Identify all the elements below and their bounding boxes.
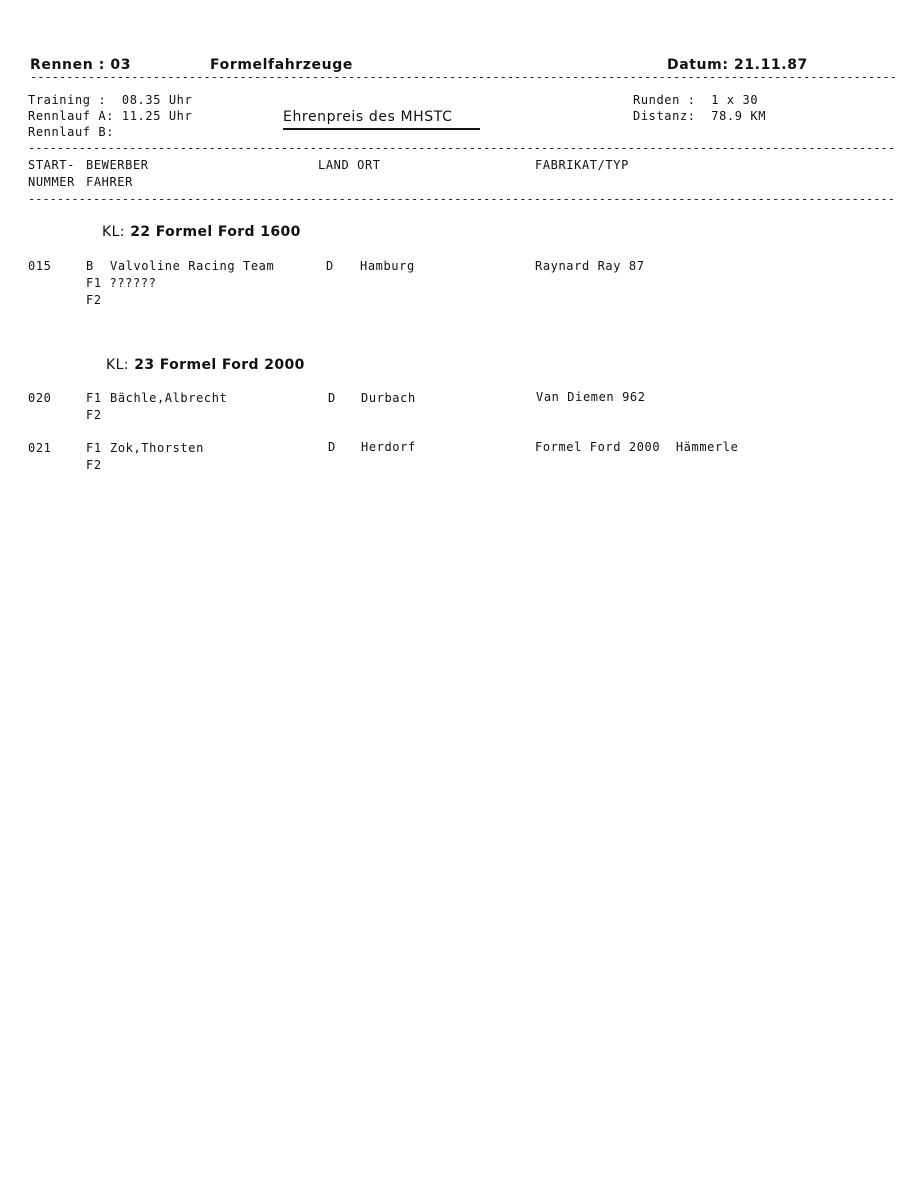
entry-name: Zok,Thorsten [110,441,204,455]
entry-number: 021 [28,441,52,455]
col-make-type: FABRIKAT/TYP [535,158,629,172]
prize-title: Ehrenpreis des MHSTC [283,109,453,125]
training-time: Training : 08.35 Uhr [28,93,193,107]
entry-name: Bächle,Albrecht [110,391,228,405]
entry-make: Raynard Ray 87 [535,259,645,273]
class-title: 23 Formel Ford 2000 [134,357,305,373]
entry-role: F1 [86,391,102,405]
run-a-time: Rennlauf A: 11.25 Uhr [28,109,193,123]
divider-top: ------------------------------------------------------------------------------------------------------------------------ [30,70,897,84]
class-kl-label: KL: [106,357,129,373]
entry-make: Formel Ford 2000 Hämmerle [535,440,739,454]
distance-info: Distanz: 78.9 KM [633,109,767,123]
entry-sub-line: F2 [86,408,102,422]
col-driver: FAHRER [86,175,133,189]
entry-city: Hamburg [360,259,415,273]
entry-sub-line: F1 ?????? [86,276,157,290]
col-country-city: LAND ORT [318,158,381,172]
race-number: Rennen : 03 [30,57,132,73]
divider-schedule: ------------------------------------------------------------------------------------------------------------------------ [28,141,895,155]
class-title: 22 Formel Ford 1600 [130,224,301,240]
entry-make: Van Diemen 962 [536,390,646,404]
col-start-number: START- [28,158,75,172]
entry-number: 015 [28,259,52,273]
entry-country: D [328,391,336,405]
col-start-number-2: NUMMER [28,175,75,189]
class-heading [102,224,301,240]
class-kl-label: KL: [102,224,125,240]
run-b-time: Rennlauf B: [28,125,115,139]
entry-country: D [326,259,334,273]
prize-underline [283,128,480,130]
entry-number: 020 [28,391,52,405]
entry-name: Valvoline Racing Team [110,259,275,273]
class-heading [106,357,305,373]
laps-info: Runden : 1 x 30 [633,93,759,107]
entry-city: Durbach [361,391,416,405]
entry-role: F1 [86,441,102,455]
entry-city: Herdorf [361,440,416,454]
race-date: Datum: 21.11.87 [667,57,808,73]
divider-columns: ------------------------------------------------------------------------------------------------------------------------ [28,192,895,206]
col-entrant: BEWERBER [86,158,149,172]
entry-sub-line: F2 [86,458,102,472]
entry-country: D [328,440,336,454]
entry-sub-line: F2 [86,293,102,307]
race-category: Formelfahrzeuge [210,57,353,73]
entry-role: B [86,259,94,273]
